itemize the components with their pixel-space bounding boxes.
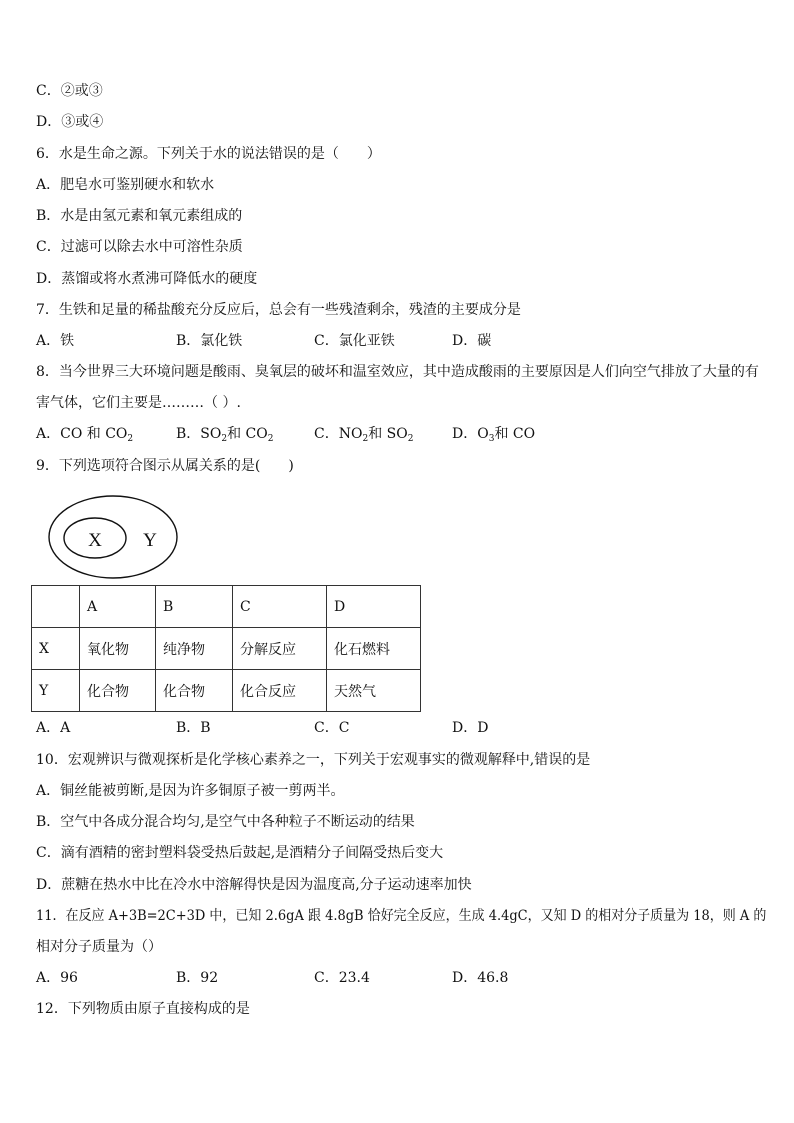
q9-option-c: C．C	[314, 720, 350, 736]
table-cell: 化石燃料	[327, 628, 421, 670]
q7-option-c: C．氯化亚铁	[314, 333, 395, 349]
table-cell: 纯净物	[156, 628, 233, 670]
q8-stem-line2: 害气体，它们主要是………（ ）.	[36, 395, 241, 411]
table-cell: Y	[32, 670, 80, 712]
q7-stem: 7．生铁和足量的稀盐酸充分反应后，总会有一些残渣剩余，残渣的主要成分是	[36, 302, 521, 318]
table-header-row	[32, 586, 421, 628]
table-cell: X	[32, 628, 80, 670]
table-cell: 化合物	[80, 670, 156, 712]
q6-option-a: A．肥皂水可鉴别硬水和软水	[36, 177, 215, 193]
q5-option-c: C．②或③	[36, 83, 103, 99]
venn-outer-ellipse	[49, 496, 177, 578]
q10-option-b: B．空气中各成分混合均匀,是空气中各种粒子不断运动的结果	[36, 814, 415, 830]
q9-option-d: D．D	[452, 720, 489, 736]
table-cell: 化合反应	[233, 670, 327, 712]
q10-option-c: C．滴有酒精的密封塑料袋受热后鼓起,是酒精分子间隔受热后变大	[36, 845, 444, 861]
q11-option-c: C．23.4	[314, 970, 370, 986]
q11-stem-line1: 11．在反应 A+3B=2C+3D 中，已知 2.6gA 跟 4.8gB 恰好完全反应，生成 4.4gC，又知 D 的相对分子质量为 18，则 A 的	[36, 908, 767, 924]
q5-option-d: D．③或④	[36, 114, 104, 130]
q7-option-a: A．铁	[36, 333, 75, 349]
venn-label-x: X	[88, 530, 102, 551]
q8-option-d: D．$O_3$和 CO	[452, 426, 536, 444]
q9-stem: 9．下列选项符合图示从属关系的是( )	[36, 458, 294, 474]
q9-table	[31, 585, 421, 712]
q11-option-d: D．46.8	[452, 970, 509, 986]
table-cell: A	[80, 586, 156, 628]
q12-stem: 12．下列物质由原子直接构成的是	[36, 1001, 250, 1017]
table-cell: D	[327, 586, 421, 628]
q7-option-d: D．碳	[452, 333, 492, 349]
q9-option-a: A．A	[36, 720, 71, 736]
q11-option-a: A．96	[36, 970, 78, 986]
venn-diagram	[47, 494, 179, 580]
table-cell: 天然气	[327, 670, 421, 712]
q8-option-a: A．CO 和 $CO_2$	[36, 426, 134, 444]
q7-option-b: B．氯化铁	[176, 333, 243, 349]
q6-stem: 6．水是生命之源。下列关于水的说法错误的是（ ）	[36, 146, 381, 162]
table-cell: C	[233, 586, 327, 628]
q10-stem: 10．宏观辨识与微观探析是化学核心素养之一，下列关于宏观事实的微观解释中,错误的是	[36, 752, 591, 768]
q8-stem-line1: 8．当今世界三大环境问题是酸雨、臭氧层的破坏和温室效应，其中造成酸雨的主要原因是人们向空气排放了大量的有	[36, 364, 759, 380]
q9-option-b: B．B	[176, 720, 211, 736]
q6-option-b: B．水是由氢元素和氧元素组成的	[36, 208, 243, 224]
q6-option-d: D．蒸馏或将水煮沸可降低水的硬度	[36, 271, 258, 287]
table-row	[32, 670, 421, 712]
table-row	[32, 628, 421, 670]
q6-option-c: C．过滤可以除去水中可溶性杂质	[36, 239, 243, 255]
q11-stem-line2: 相对分子质量为（）	[36, 939, 162, 955]
q10-option-a: A．铜丝能被剪断,是因为许多铜原子被一剪两半。	[36, 783, 345, 799]
table-cell	[32, 586, 80, 628]
table-cell: 化合物	[156, 670, 233, 712]
q8-option-b: B．$SO_2$和 $CO_2$	[176, 426, 274, 444]
table-cell: 分解反应	[233, 628, 327, 670]
table-cell: B	[156, 586, 233, 628]
table-cell: 氧化物	[80, 628, 156, 670]
q10-option-d: D．蔗糖在热水中比在冷水中溶解得快是因为温度高,分子运动速率加快	[36, 877, 472, 893]
q8-option-c: C．$NO_2$和 $SO_2$	[314, 426, 414, 444]
venn-label-y: Y	[143, 530, 157, 551]
q11-option-b: B．92	[176, 970, 219, 986]
